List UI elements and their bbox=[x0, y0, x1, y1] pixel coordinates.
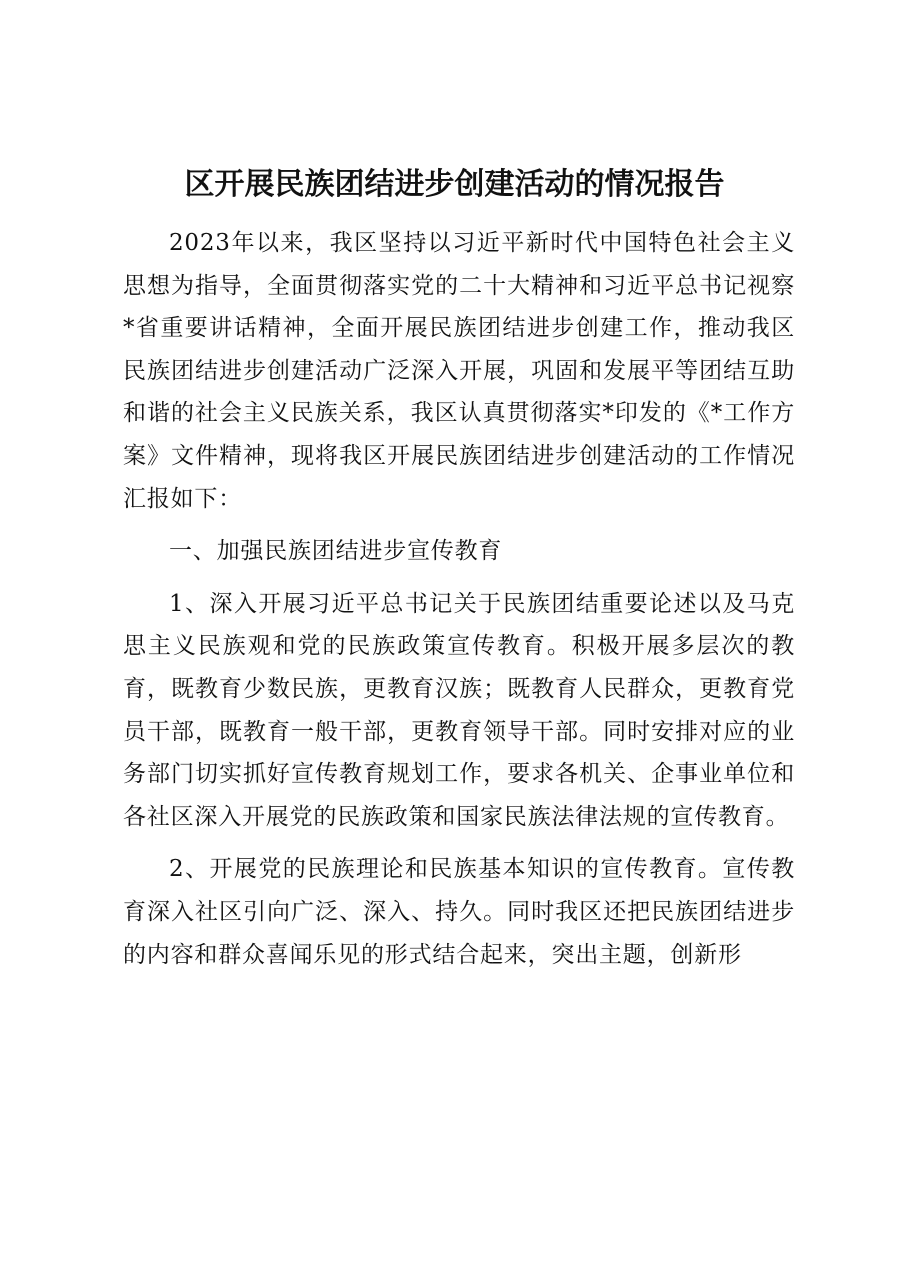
document-body bbox=[123, 222, 795, 976]
paragraph-item-1: 1、深入开展习近平总书记关于民族团结重要论述以及马克思主义民族观和党的民族政策宣传教育。积极开展多层次的教育，既教育少数民族，更教育汉族；既教育人民群众，更教育党员干部，既教育一般干部，更教育领导干部。同时安排对应的业务部门切实抓好宣传教育规划工作，要求各机关、企事业单位和各社区深入开展党的民族政策和国家民族法律法规的宣传教育。 bbox=[123, 590, 795, 830]
section-heading-1: 一、加强民族团结进步宣传教育 bbox=[169, 538, 503, 565]
paragraph-item-2: 2、开展党的民族理论和民族基本知识的宣传教育。宣传教育深入社区引向广泛、深入、持久。同时我区还把民族团结进步的内容和群众喜闻乐见的形式结合起来，突出主题，创新形 bbox=[123, 856, 795, 968]
paragraph-intro: 2023年以来，我区坚持以习近平新时代中国特色社会主义思想为指导，全面贯彻落实党的二十大精神和习近平总书记视察*省重要讲话精神，全面开展民族团结进步创建工作，推动我区民族团结进步创建活动广泛深入开展，巩固和发展平等团结互助和谐的社会主义民族关系，我区认真贯彻落实*印发的《*工作方案》文件精神，现将我区开展民族团结进步创建活动的工作情况汇报如下： bbox=[123, 230, 795, 512]
document-title: 区开展民族团结进步创建活动的情况报告 bbox=[184, 167, 725, 202]
